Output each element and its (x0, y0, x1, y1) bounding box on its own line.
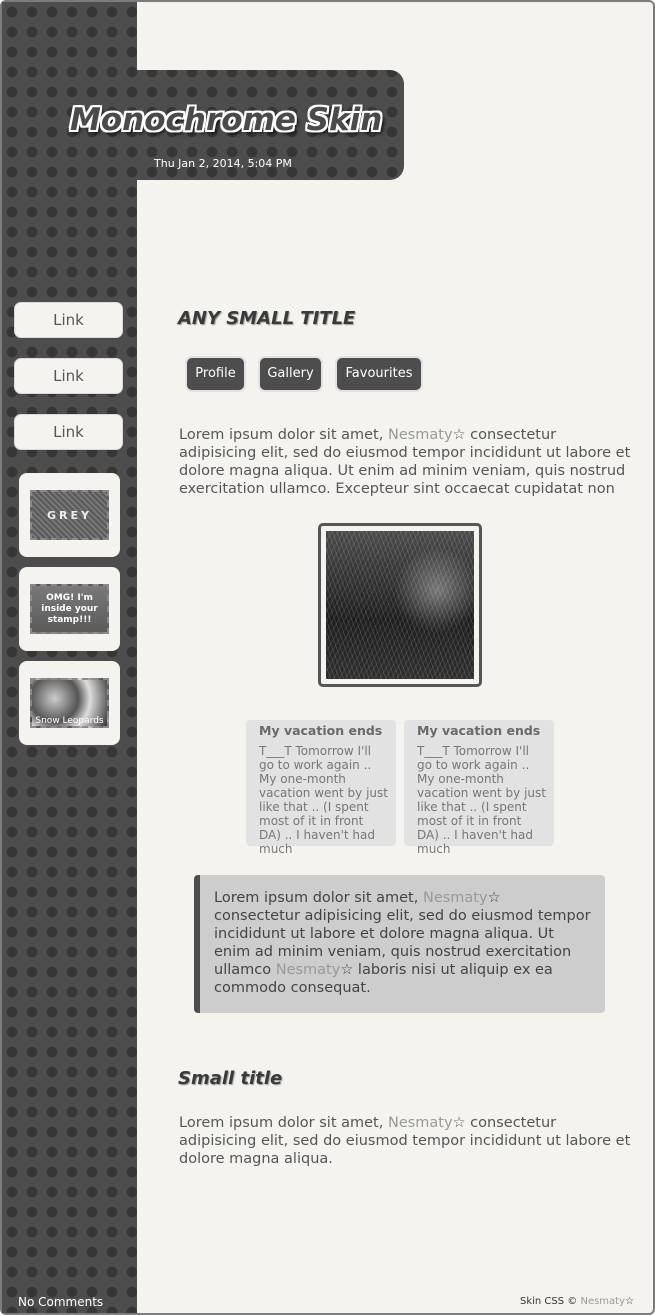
stamp-grey[interactable] (19, 473, 120, 557)
intro-text-start: Lorem ipsum dolor sit amet, (179, 427, 388, 443)
photo-thumbnail[interactable] (318, 523, 482, 687)
quote-text-3: laboris nisi ut aliquip ex ea commodo consequat. (214, 962, 553, 996)
sidebar (2, 2, 137, 1313)
no-comments-link[interactable]: No Comments (18, 1295, 104, 1309)
blockquote (194, 875, 605, 1013)
stamp-snow-leopards[interactable] (19, 661, 120, 745)
journal-card-title: My vacation ends (259, 723, 383, 738)
stamp-snow-leopards-image: Snow Leopards (30, 678, 109, 728)
journal-card-body: T___T Tomorrow I'll go to work again .. My one-month vacation went by just like that .. (I spent most of it in front DA) .. I haven't had much (259, 744, 388, 856)
outro-text-end: consectetur adipisicing elit, sed do eiusmod tempor incididunt ut labore et dolore magna aliqua. (179, 1115, 631, 1167)
outro-paragraph (179, 1114, 634, 1168)
skin-title: Monochrome Skin (70, 102, 383, 138)
star-outline-icon: ☆ (452, 1115, 466, 1131)
star-outline-icon: ☆ (625, 1296, 634, 1307)
footer-credit (520, 1296, 634, 1307)
sidebar-link-3[interactable]: Link (14, 414, 123, 450)
credit-prefix: Skin CSS © (520, 1296, 581, 1307)
tab-profile[interactable]: Profile (185, 356, 246, 392)
tab-gallery[interactable]: Gallery (258, 356, 323, 392)
small-title: Small title (178, 1068, 283, 1089)
star-outline-icon: ☆ (340, 962, 354, 978)
outro-text-start: Lorem ipsum dolor sit amet, (179, 1115, 388, 1131)
stamp-grey-image: GREY (30, 490, 109, 540)
quote-text-2: consectetur adipisicing elit, sed do eiusmod tempor incididunt ut labore et dolore magna aliqua. Ut enim ad minim veniam, quis nostrud exercitation ullamco (214, 908, 591, 978)
section-title: ANY SMALL TITLE (178, 308, 356, 329)
journal-card-1[interactable] (246, 720, 396, 856)
stamp-omg-image: OMG! I'm inside your stamp!!! (30, 584, 109, 634)
intro-text-end: consectetur adipisicing elit, sed do eiusmod tempor incididunt ut labore et dolore magna aliqua. Ut enim ad minim veniam, quis nostrud exercitation ullamco. Excepteur sint occaecat cupidatat non (179, 427, 631, 497)
credit-author-link[interactable]: Nesmaty (580, 1296, 626, 1307)
intro-paragraph (179, 426, 634, 498)
user-mention[interactable]: Nesmaty (387, 1115, 453, 1131)
user-mention[interactable]: Nesmaty (422, 890, 488, 906)
star-outline-icon: ☆ (452, 427, 466, 443)
user-mention[interactable]: Nesmaty (387, 427, 453, 443)
journal-card-body: T___T Tomorrow I'll go to work again .. My one-month vacation went by just like that .. (I spent most of it in front DA) .. I haven't had much (417, 744, 546, 856)
tab-favourites[interactable]: Favourites (335, 356, 423, 392)
sidebar-link-2[interactable]: Link (14, 358, 123, 394)
photo-image (326, 531, 474, 679)
journal-card-title: My vacation ends (417, 723, 541, 738)
user-mention[interactable]: Nesmaty (275, 962, 341, 978)
post-date: Thu Jan 2, 2014, 5:04 PM (154, 157, 292, 170)
journal-card-2[interactable] (404, 720, 554, 856)
stamp-omg[interactable] (19, 567, 120, 651)
quote-text-1: Lorem ipsum dolor sit amet, (214, 890, 423, 906)
sidebar-link-1[interactable]: Link (14, 302, 123, 338)
star-outline-icon: ☆ (487, 890, 501, 906)
